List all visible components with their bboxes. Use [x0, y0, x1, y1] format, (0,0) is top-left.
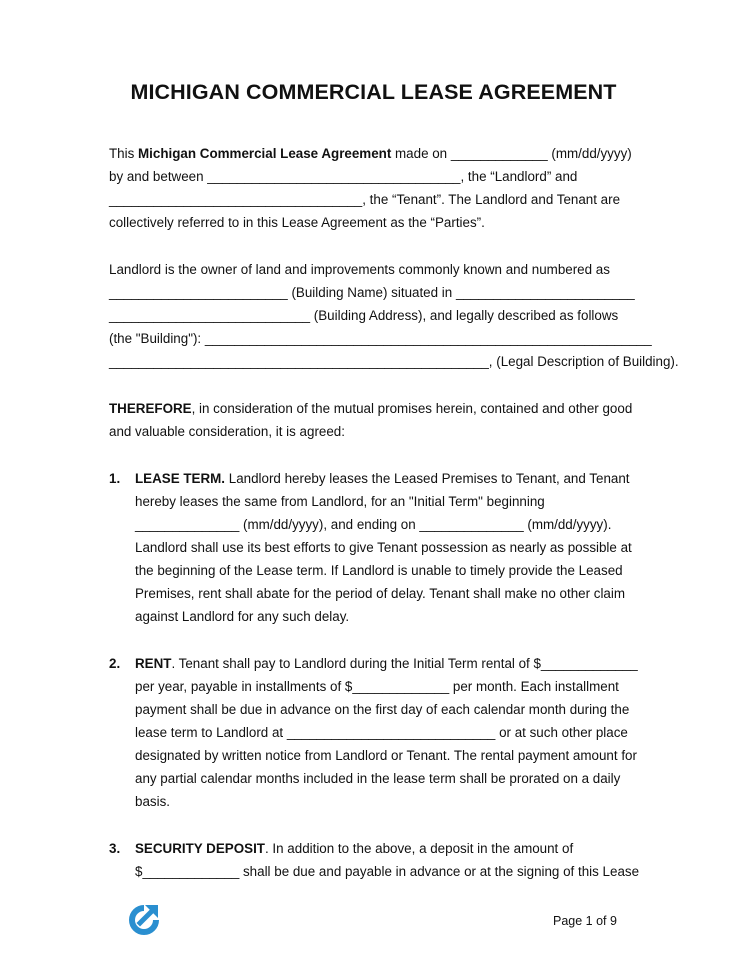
- section-1-line-5: the beginning of the Lease term. If Landlord is unable to timely provide the Leased: [135, 563, 623, 578]
- arrow-logo-icon: [128, 902, 160, 938]
- section-2-number: 2.: [109, 656, 121, 671]
- section-3-line-1: [135, 841, 573, 857]
- section-2-line-6: any partial calendar months included in the lease term shall be prorated on a daily: [135, 771, 621, 786]
- landlord-line-4: (the "Building"): ____________________________________________________________: [109, 331, 652, 346]
- therefore-text: , in consideration of the mutual promises herein, contained and other good: [191, 401, 633, 416]
- section-3-number: 3.: [109, 841, 121, 856]
- landlord-line-1: Landlord is the owner of land and improvements commonly known and numbered as: [109, 262, 610, 277]
- intro-line-2: by and between __________________________________, the “Landlord” and: [109, 169, 578, 184]
- section-3-text: . In addition to the above, a deposit in the amount of: [264, 841, 574, 856]
- section-1-line-1: [135, 471, 630, 487]
- agreement-name: Michigan Commercial Lease Agreement: [138, 146, 392, 161]
- section-1-line-7: against Landlord for any such delay.: [135, 609, 350, 624]
- intro-date-blank: made on _____________ (mm/dd/yyyy): [391, 146, 632, 161]
- section-1-line-4: Landlord shall use its best efforts to give Tenant possession as nearly as possible at: [135, 540, 632, 555]
- landlord-line-3: ___________________________ (Building Address), and legally described as follows: [109, 308, 619, 323]
- intro-line-1: [109, 146, 632, 162]
- section-2-line-1: [135, 656, 638, 672]
- therefore-line-1: [109, 401, 632, 417]
- intro-text: This: [109, 146, 139, 161]
- section-1-line-6: Premises, rent shall abate for the period of delay. Tenant shall make no other claim: [135, 586, 626, 601]
- landlord-line-2: ________________________ (Building Name) situated in ________________________: [109, 285, 635, 300]
- page-number: Page 1 of 9: [553, 914, 617, 928]
- section-2-line-3: payment shall be due in advance on the first day of each calendar month during the: [135, 702, 630, 717]
- intro-line-4: collectively referred to in this Lease Agreement as the “Parties”.: [109, 215, 485, 230]
- section-2-line-5: designated by written notice from Landlord or Tenant. The rental payment amount for: [135, 748, 637, 763]
- section-2-line-2: per year, payable in installments of $_____________ per month. Each installment: [135, 679, 619, 694]
- intro-line-3: __________________________________, the “Tenant”. The Landlord and Tenant are: [109, 192, 621, 207]
- section-2-line-7: basis.: [135, 794, 170, 809]
- section-1-heading: LEASE TERM.: [135, 471, 226, 486]
- section-3-heading: SECURITY DEPOSIT: [135, 841, 265, 856]
- document-title: MICHIGAN COMMERCIAL LEASE AGREEMENT: [130, 80, 617, 104]
- section-2-heading: RENT: [135, 656, 172, 671]
- section-1-number: 1.: [109, 471, 121, 486]
- section-2-text: . Tenant shall pay to Landlord during the Initial Term rental of $_____________: [171, 656, 638, 671]
- therefore-line-2: and valuable consideration, it is agreed:: [109, 424, 345, 439]
- section-1-line-3: ______________ (mm/dd/yyyy), and ending on ______________ (mm/dd/yyyy).: [135, 517, 612, 532]
- section-1-text: Landlord hereby leases the Leased Premises to Tenant, and Tenant: [225, 471, 630, 486]
- section-1-line-2: hereby leases the same from Landlord, for an "Initial Term" beginning: [135, 494, 545, 509]
- section-3-line-2: $_____________ shall be due and payable in advance or at the signing of this Lease: [135, 864, 640, 879]
- landlord-line-5: ___________________________________________________, (Legal Description of Building).: [109, 354, 679, 369]
- therefore-keyword: THEREFORE: [109, 401, 192, 416]
- section-2-line-4: lease term to Landlord at ____________________________ or at such other place: [135, 725, 628, 740]
